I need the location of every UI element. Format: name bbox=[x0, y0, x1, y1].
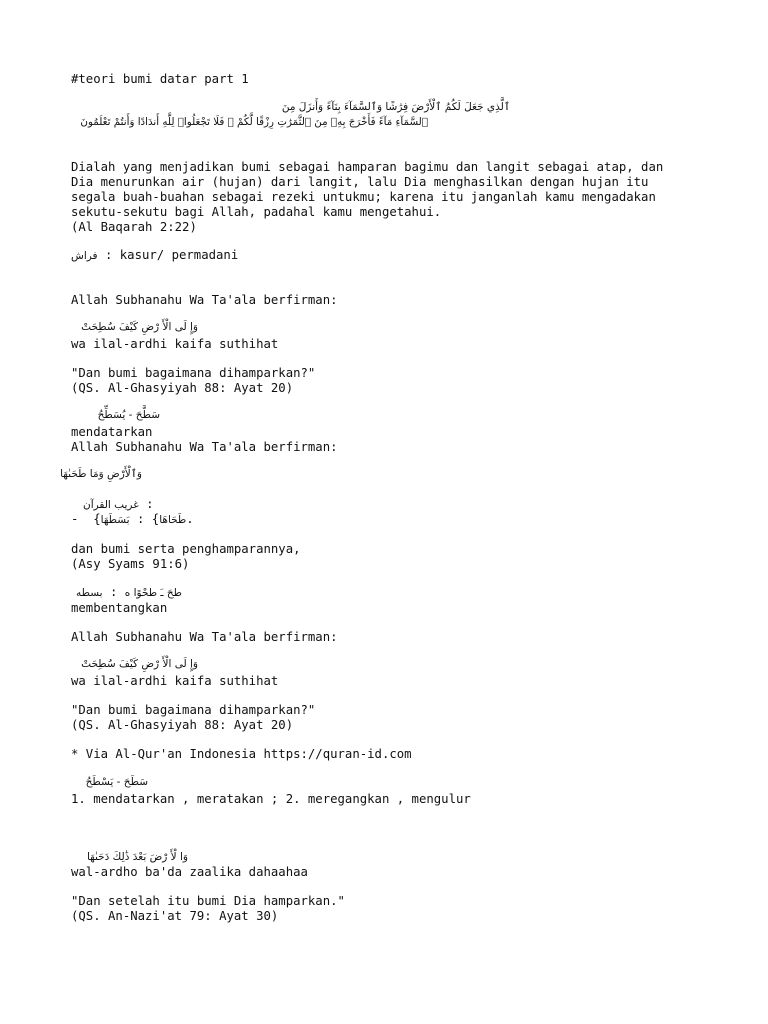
taha-definition bbox=[71, 585, 182, 601]
verse3-reference: (Asy Syams 91:6) bbox=[71, 557, 190, 571]
verse4-latin: wa ilal-ardhi kaifa suthihat bbox=[71, 674, 279, 688]
verse4-translation: "Dan bumi bagaimana dihamparkan?" bbox=[71, 703, 316, 717]
translation-line-4: sekutu-sekutu bagi Allah, padahal kamu mengetahui. bbox=[71, 205, 442, 219]
taha-arabic-meaning: بسطه bbox=[76, 587, 103, 599]
translation-line-3: segala buah-buahan sebagai rezeki untukmu; karena itu janganlah kamu mengadakan bbox=[71, 190, 656, 204]
verse1-arabic-line2: ٱلسَّمَآءِ مَآءً فَأَخْرَجَ بِهِۦ مِنَ ٱلثَّمَرَٰتِ رِزْقًا لَّكُمْ ۖ فَلَا تَجْعَلُوا۟ لِلَّهِ أَندَادًا وَأَنتُمْ تَعْلَمُونَ bbox=[80, 116, 428, 128]
gharib-end: . bbox=[186, 512, 194, 526]
verse4-arabic: وَإِ لَى الْأَ رْضِ كَيْفَ سُطِحَتْ bbox=[81, 658, 198, 670]
sathaha-arabic: سَطَّحَ - يُسَطِّحُ bbox=[97, 409, 160, 421]
translation-line-1: Dialah yang menjadikan bumi sebagai hamparan bagimu dan langit sebagai atap, dan bbox=[71, 160, 664, 174]
verse5-reference: (QS. An-Nazi'at 79: Ayat 30) bbox=[71, 909, 279, 923]
allah-berfirman-3: Allah Subhanahu Wa Ta'ala berfirman: bbox=[71, 630, 338, 644]
verse2-translation: "Dan bumi bagaimana dihamparkan?" bbox=[71, 366, 316, 380]
taha-arabic: طحَ ـَ طحْوًا ه bbox=[124, 587, 182, 599]
taha-colon: : bbox=[102, 585, 125, 599]
gharib-meaning-arabic: بَسَطَهَا bbox=[100, 514, 130, 526]
firasy-arabic: فراش bbox=[71, 250, 98, 262]
gharib-prefix: - { bbox=[71, 512, 101, 526]
gharib-mid: } : bbox=[129, 512, 160, 526]
verse4-reference: (QS. Al-Ghasyiyah 88: Ayat 20) bbox=[71, 718, 294, 732]
verse5-arabic: وَا لْأَ رْضَ بَعْدَ ذَٰلِكَ دَحَىٰهَا bbox=[86, 851, 188, 863]
reference-al-baqarah: (Al Baqarah 2:22) bbox=[71, 220, 197, 234]
verse5-translation: "Dan setelah itu bumi Dia hamparkan." bbox=[71, 894, 345, 908]
taha-meaning: membentangkan bbox=[71, 601, 168, 615]
sathaha2-meaning: 1. mendatarkan , meratakan ; 2. meregangkan , mengulur bbox=[71, 792, 471, 806]
gharib-heading bbox=[71, 497, 154, 513]
verse2-reference: (QS. Al-Ghasyiyah 88: Ayat 20) bbox=[71, 381, 294, 395]
verse2-arabic: وَإِ لَى الْأَ رْضِ كَيْفَ سُطِحَتْ bbox=[81, 321, 198, 333]
gharib-word: طَحَاهَا bbox=[159, 514, 187, 526]
sathaha-meaning: mendatarkan bbox=[71, 425, 153, 439]
verse1-arabic-line1: ٱلَّذِي جَعَلَ لَكُمُ ٱلْأَرْضَ فِرَٰشًا وَٱلسَّمَآءَ بِنَآءً وَأَنزَلَ مِنَ bbox=[281, 101, 510, 113]
firasy-meaning: : kasur/ permadani bbox=[97, 248, 239, 262]
gharib-arabic: غريب القرآن bbox=[83, 499, 139, 511]
verse3-arabic: وَٱلْأَرْضِ وَمَا طَحَىٰهَا bbox=[60, 468, 142, 480]
allah-berfirman-1: Allah Subhanahu Wa Ta'ala berfirman: bbox=[71, 293, 338, 307]
allah-berfirman-2: Allah Subhanahu Wa Ta'ala berfirman: bbox=[71, 440, 338, 454]
via-source-line: * Via Al-Qur'an Indonesia https://quran-id.com bbox=[71, 747, 412, 761]
gharib-colon: : bbox=[138, 497, 154, 511]
firasy-definition bbox=[71, 248, 238, 264]
translation-line-2: Dia menurunkan air (hujan) dari langit, lalu Dia menghasilkan dengan hujan itu bbox=[71, 175, 649, 189]
sathaha2-arabic: سَطَحَ - يَسْطَحُ bbox=[85, 776, 148, 788]
verse2-latin: wa ilal-ardhi kaifa suthihat bbox=[71, 337, 279, 351]
verse3-translation: dan bumi serta penghamparannya, bbox=[71, 542, 301, 556]
gharib-definition bbox=[71, 512, 194, 528]
post-title: #teori bumi datar part 1 bbox=[71, 72, 249, 86]
verse5-latin: wal-ardho ba'da zaalika dahaahaa bbox=[71, 865, 308, 879]
